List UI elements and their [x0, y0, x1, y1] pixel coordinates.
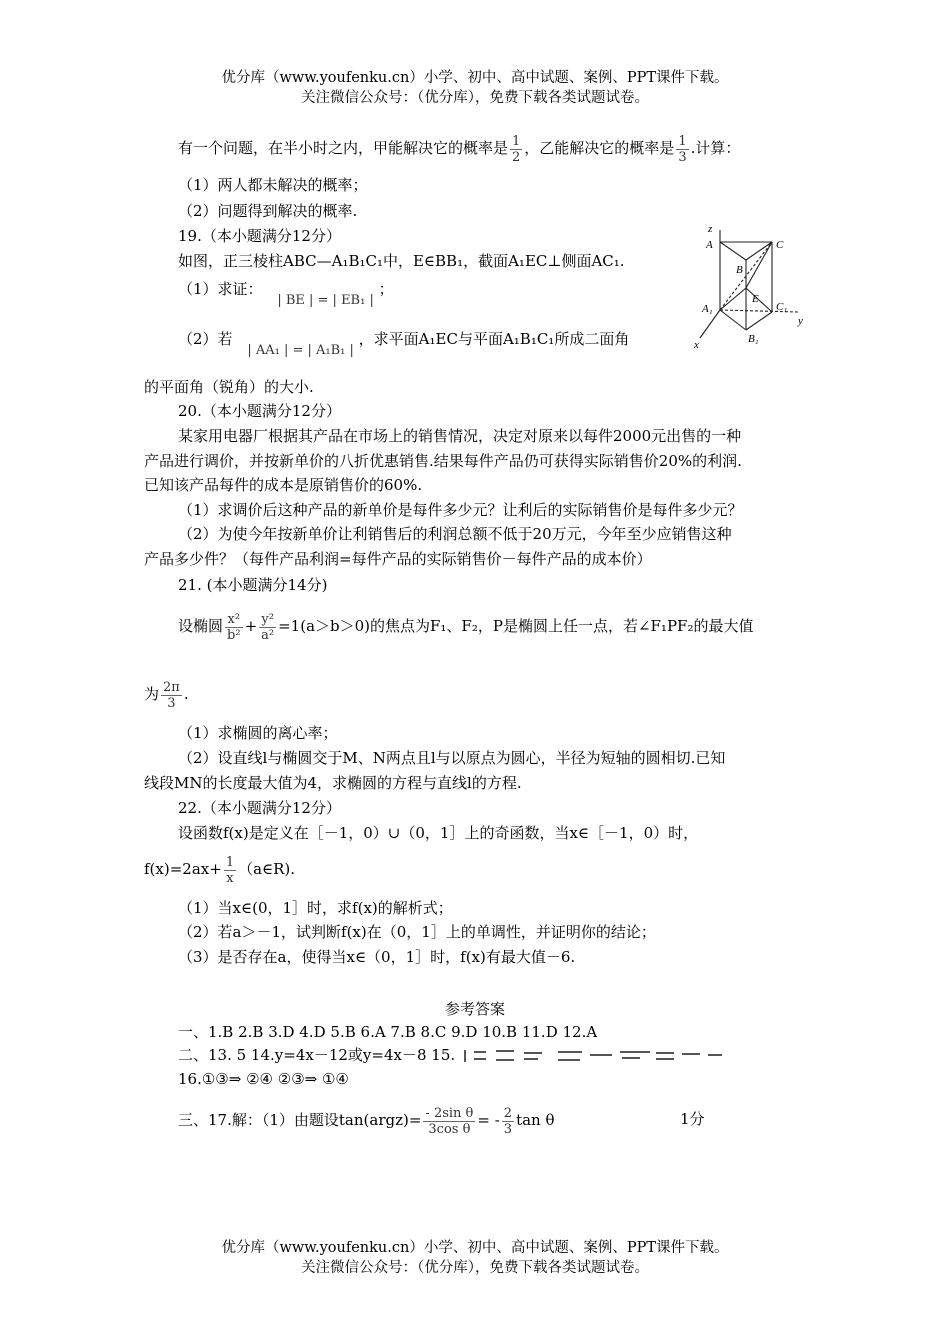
fig-label-b: B	[736, 264, 743, 276]
q18-part-1: （1）两人都未解决的概率；	[178, 176, 368, 194]
fraction-2pi-3: $\frac{2\pi}{3}$	[163, 679, 180, 711]
footer-line-1: 优分库（www.youfenku.cn）小学、初中、高中试题、案例、PPT课件下载。	[221, 1240, 729, 1256]
fraction-one-half: $\frac{1}{2}$	[512, 133, 521, 165]
q22-function: f(x)=2ax+ $\frac{1}{x}$ （a∈R).	[144, 854, 296, 886]
q21-part-2: （2）设直线l与椭圆交于M、N两点且l与以原点为圆心，半径为短轴的圆相切.已知	[178, 749, 726, 767]
q22-part-1: （1）当x∈(0，1］时，求f(x)的解析式；	[178, 899, 453, 917]
fraction-1-x: $\frac{1}{x}$	[225, 854, 235, 886]
fig-label-e: E	[752, 293, 759, 305]
header-line-2: 关注微信公众号：（优分库），免费下载各类试题试卷。	[301, 90, 649, 106]
footer-line-2: 关注微信公众号：（优分库），免费下载各类试题试卷。	[301, 1260, 649, 1276]
vector-equation: | BE | = | EB₁ |	[277, 293, 374, 308]
q21-stem: 设椭圆 $\frac{\text{x²}}{\text{b²}}$ + $\frac{\text{y²}}{\text{a²}}$ =1(a＞b＞0)的焦点为F₁、F₂，P是椭圆上任一点，若∠F₁PF₂的最大值	[178, 611, 754, 643]
q18-part-2: （2）问题得到解决的概率.	[178, 202, 358, 220]
fraction-one-third: $\frac{1}{3}$	[678, 133, 687, 165]
fig-label-z: z	[708, 223, 713, 235]
fig-label-c: C	[776, 239, 784, 251]
fig-label-a: A	[706, 239, 713, 251]
vector-equation: | AA₁ | = | A₁B₁ |	[247, 343, 354, 358]
q20-part-2-cont: 产品多少件？（每件产品利润=每件产品的实际销售价－每件产品的成本价）	[144, 550, 652, 568]
q21-title: 21. (本小题满分14分)	[178, 576, 328, 594]
q20-line-2: 产品进行调价，并按新单价的八折优惠销售.结果每件产品仍可获得实际销售价20%的利润.	[144, 452, 742, 470]
q20-line-1: 某家用电器厂根据其产品在市场上的销售情况，决定对原来以每件2000元出售的一种	[178, 427, 742, 445]
score-1: 1分	[680, 1110, 705, 1128]
q21-part-1: （1）求椭圆的离心率；	[178, 724, 338, 742]
q22-stem: 设函数f(x)是定义在［－1，0）∪（0，1］上的奇函数，当x∈［－1，0）时，	[178, 824, 699, 842]
answers-line-3: 16.①③⇒ ②④ ②③⇒ ①④	[178, 1070, 349, 1088]
q20-title: 20.（本小题满分12分）	[178, 402, 341, 420]
q22-part-2: （2）若a＞－1，试判断f(x)在（0，1］上的单调性，并证明你的结论；	[178, 923, 656, 941]
q20-part-1: （1）求调价后这种产品的新单价是每件多少元？让利后的实际销售价是每件多少元？	[178, 501, 743, 519]
fig-label-x: x	[694, 339, 699, 350]
fraction-y2-a2: $\frac{\text{y²}}{\text{a²}}$	[261, 611, 275, 643]
q19-part-2-cont: 的平面角（锐角）的大小.	[144, 378, 314, 396]
q18-intro: 有一个问题，在半小时之内，甲能解决它的概率是 $\frac{1}{2}$ ，乙能解决它的概率是 $\frac{1}{3}$ .计算：	[178, 133, 741, 165]
fig-label-a1: A₁	[702, 303, 713, 315]
q22-title: 22.（本小题满分12分）	[178, 799, 341, 817]
prism-figure	[690, 218, 810, 350]
blurred-answer-image	[460, 1047, 750, 1065]
answers-line-2: 二、13. 5 14.y=4x－12或y=4x－8 15.	[178, 1044, 750, 1066]
answers-line-4: 三、17.解：（1）由题设tan(argz)= $\frac{\text{- 2sin θ}}{\text{3cos θ}}$ = - $\frac{2}{3}$ tan θ	[178, 1105, 555, 1137]
header-line-1: 优分库（www.youfenku.cn）小学、初中、高中试题、案例、PPT课件下载。	[221, 70, 729, 86]
q19-stem: 如图，正三棱柱ABC—A₁B₁C₁中，E∈BB₁，截面A₁EC⊥侧面AC₁.	[178, 252, 625, 270]
q20-part-2: （2）为使今年按新单价让利销售后的利润总额不低于20万元，今年至少应销售这种	[178, 525, 732, 543]
fig-label-c1: C₁	[776, 301, 788, 313]
q21-part-2-cont: 线段MN的长度最大值为4，求椭圆的方程与直线l的方程.	[144, 774, 522, 792]
fig-label-b1: B₁	[748, 333, 759, 345]
answers-line-1: 一、1.B 2.B 3.D 4.D 5.B 6.A 7.B 8.C 9.D 10.B 11.D 12.A	[178, 1023, 598, 1041]
q19-title: 19.（本小题满分12分）	[178, 227, 341, 245]
q22-part-3: （3）是否存在a，使得当x∈（0，1］时，f(x)有最大值－6.	[178, 948, 576, 966]
q19-part-1: （1）求证： | BE | = | EB₁ | ；	[178, 278, 394, 302]
fraction-x2-b2: $\frac{\text{x²}}{\text{b²}}$	[227, 611, 241, 643]
fraction-sin-cos: $\frac{\text{- 2sin θ}}{\text{3cos θ}}$	[425, 1105, 474, 1137]
fraction-2-3: $\frac{2}{3}$	[503, 1105, 513, 1137]
q20-line-3: 已知该产品每件的成本是原销售价的60%.	[144, 476, 423, 494]
q19-part-2: （2）若 | AA₁ | = | A₁B₁ | ，求平面A₁EC与平面A₁B₁C₁所成二面角	[178, 328, 629, 352]
fig-label-y: y	[798, 315, 803, 327]
answers-title: 参考答案	[444, 1000, 505, 1018]
q21-stem-cont: 为 $\frac{2\pi}{3}$ .	[144, 679, 189, 711]
